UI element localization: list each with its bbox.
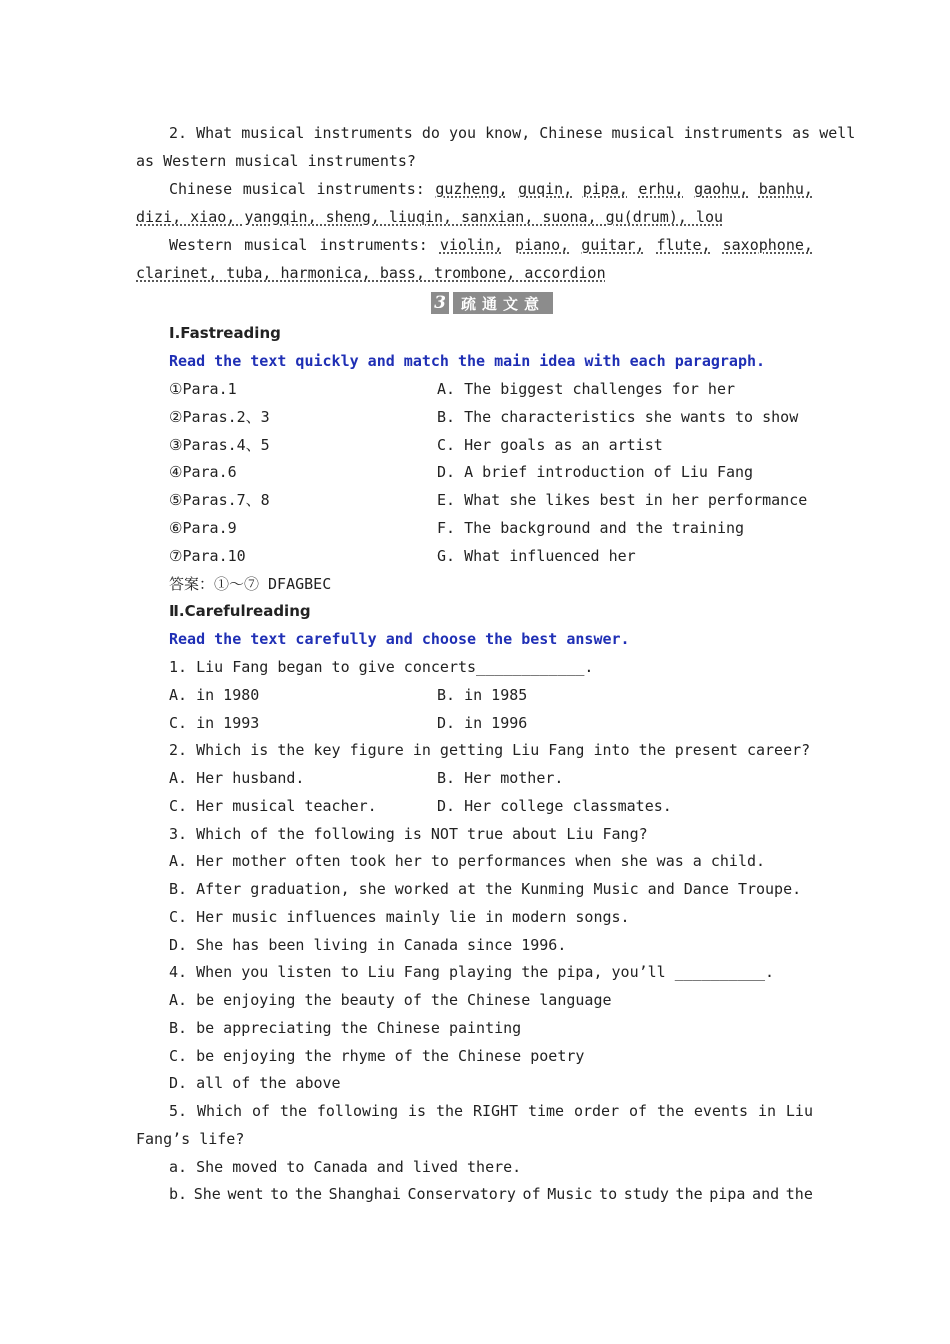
q3-option-b: B. After graduation, she worked at the Kunming Music and Dance Troupe. [169,880,802,898]
stem-word: in [757,1102,777,1120]
match-left-4: ④Para.6 [169,463,237,481]
item-word: She [193,1185,221,1203]
stem-word: events [693,1102,749,1120]
q5-item-b [169,1184,813,1204]
label-word: musical [244,236,308,254]
stem-word: Which [196,1102,243,1120]
item-word: of [522,1185,541,1203]
match-left-6: ⑥Para.9 [169,519,237,537]
answer-word: banhu, [758,180,813,198]
q5-item-a: a. She moved to Canada and lived there. [169,1158,522,1176]
fast-reading-answer: 答案：①～⑦ DFAGBEC [169,575,332,593]
section-banner [431,292,553,314]
q2-option-c: C. Her musical teacher. [169,797,377,815]
q3-option-c: C. Her music influences mainly lie in modern songs. [169,908,630,926]
western-instruments-line-2: clarinet, tuba, harmonica, bass, trombone, accordion [136,264,606,282]
item-word: the [675,1185,703,1203]
stem-word: 5. [169,1102,188,1120]
match-right-5: E. What she likes best in her performance [437,491,808,509]
label-word: musical [242,180,306,198]
item-word: b. [169,1185,188,1203]
match-right-3: C. Her goals as an artist [437,436,663,454]
stem-word: of [629,1102,648,1120]
label-word: Western [169,236,233,254]
q4-option-a: A. be enjoying the beauty of the Chinese language [169,991,612,1009]
item-word: Music [547,1185,593,1203]
stem-word: the [656,1102,685,1120]
label-word: Chinese [169,180,233,198]
q4-option-d: D. all of the above [169,1074,341,1092]
q2-option-d: D. Her college classmates. [437,797,672,815]
answer-word: violin, [439,236,504,254]
q1-stem: 1. Liu Fang began to give concerts____________. [169,658,594,676]
match-left-3: ③Paras.4、5 [169,436,270,454]
answer-word: pipa, [582,180,628,198]
stem-word: is [408,1102,427,1120]
item-word: to [270,1185,289,1203]
match-right-6: F. The background and the training [437,519,745,537]
item-word: and [752,1185,780,1203]
careful-reading-heading: Ⅱ.Carefulreading [169,602,311,620]
answer-word: guzheng, [435,180,508,198]
stem-word: of [251,1102,271,1120]
stem-word: Liu [785,1102,813,1120]
q4-option-c: C. be enjoying the rhyme of the Chinese poetry [169,1047,585,1065]
match-right-4: D. A brief introduction of Liu Fang [437,463,754,481]
q1-option-b: B. in 1985 [437,686,528,704]
section-title: 疏通文意 [453,292,553,314]
q1-option-a: A. in 1980 [169,686,260,704]
item-word: the [785,1185,813,1203]
answer-word: guitar, [581,236,645,254]
match-right-7: G. What influenced her [437,547,636,565]
stem-word: RIGHT [472,1102,519,1120]
item-word: Shanghai [328,1185,401,1203]
stem-word: order [573,1102,620,1120]
q3-option-a: A. Her mother often took her to performances when she was a child. [169,852,766,870]
q2-option-a: A. Her husband. [169,769,305,787]
fast-reading-instruction: Read the text quickly and match the main idea with each paragraph. [169,352,766,370]
q2-option-b: B. Her mother. [437,769,564,787]
item-word: pipa [709,1185,746,1203]
chinese-instruments-line-1 [169,179,813,199]
fast-reading-heading: Ⅰ.Fastreading [169,324,281,342]
label-word: instruments: [316,180,425,198]
item-word: went [227,1185,264,1203]
answer-word: saxophone, [722,236,813,254]
stem-word: the [279,1102,307,1120]
section-number: 3 [431,292,449,314]
label-word: instruments: [319,236,428,254]
q3-option-d: D. She has been living in Canada since 1996. [169,936,567,954]
match-left-1: ①Para.1 [169,380,237,398]
western-instruments-line-1 [169,235,813,255]
stem-word: time [527,1102,565,1120]
q3-stem: 3. Which of the following is NOT true about Liu Fang? [169,825,648,843]
q5-stem-line-1 [169,1101,813,1121]
item-word: to [599,1185,618,1203]
answer-word: flute, [656,236,711,254]
q4-option-b: B. be appreciating the Chinese painting [169,1019,522,1037]
q5-stem-line-2: Fang’s life? [136,1130,245,1148]
q1-option-d: D. in 1996 [437,714,528,732]
answer-word: gaohu, [694,180,749,198]
answer-word: guqin, [518,180,573,198]
match-left-2: ②Paras.2、3 [169,408,270,426]
q1-option-c: C. in 1993 [169,714,260,732]
careful-reading-instruction: Read the text carefully and choose the best answer. [169,630,630,648]
answer-word: erhu, [638,180,684,198]
chinese-instruments-line-2: dizi, xiao, yangqin, sheng, liuqin, sanxian, suona, gu(drum), lou [136,208,723,226]
answer-word: piano, [515,236,570,254]
item-word: Conservatory [407,1185,516,1203]
stem-word: the [435,1102,464,1120]
match-left-7: ⑦Para.10 [169,547,246,565]
match-left-5: ⑤Paras.7、8 [169,491,270,509]
q2-line-1: 2. What musical instruments do you know, Chinese musical instruments as well [169,124,856,142]
q2-line-2: as Western musical instruments? [136,152,416,170]
match-right-2: B. The characteristics she wants to show [437,408,799,426]
match-right-1: A. The biggest challenges for her [437,380,736,398]
item-word: study [623,1185,669,1203]
item-word: the [294,1185,322,1203]
q2-stem: 2. Which is the key figure in getting Liu Fang into the present career? [169,741,811,759]
stem-word: following [316,1102,399,1120]
q4-stem: 4. When you listen to Liu Fang playing the pipa, you’ll __________. [169,963,775,981]
